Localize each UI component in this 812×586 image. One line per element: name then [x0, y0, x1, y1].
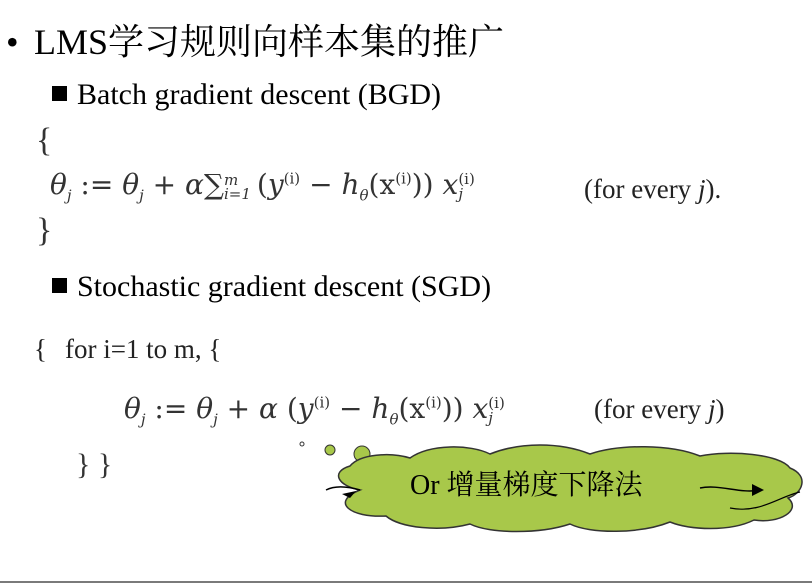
thought-bubble-small [300, 442, 304, 446]
callout-text: Or 增量梯度下降法 [410, 470, 643, 501]
sgd-loop-text: for i=1 to m, { [64, 334, 222, 364]
sgd-loop-line [34, 334, 221, 365]
slide-title [6, 14, 504, 65]
sgd-heading-text: Stochastic gradient descent (SGD) [77, 270, 492, 303]
callout-cloud [290, 436, 812, 536]
square-bullet-icon [52, 86, 67, 101]
bgd-heading-text: Batch gradient descent (BGD) [77, 78, 442, 111]
bullet-dot: • [6, 22, 19, 62]
thought-bubble-medium [325, 445, 335, 455]
title-text: LMS学习规则向样本集的推广 [34, 22, 505, 62]
square-bullet-icon [52, 278, 67, 293]
sgd-note: (for every j) [594, 394, 725, 424]
bgd-note: (for every j). [584, 174, 722, 204]
sgd-heading [52, 270, 491, 304]
bottom-divider [0, 581, 812, 583]
bgd-close-brace: } [36, 212, 53, 249]
bgd-open-brace: { [36, 122, 53, 159]
bgd-heading [52, 78, 441, 112]
sgd-formula: $\theta_j$ := $\theta_j + \alpha$ $(y^{(i)} - h_\theta(x^{(i)}))$ x(i) j [124, 392, 505, 429]
sgd-open-brace: { [34, 334, 47, 364]
sgd-close-braces: } } [76, 448, 113, 481]
bgd-formula: $\theta_j$ := $\theta_j + \alpha\sum m$ i=1 $(y^{(i)} - h_\theta(x^{(i)}))$ x(i) j [50, 168, 475, 205]
